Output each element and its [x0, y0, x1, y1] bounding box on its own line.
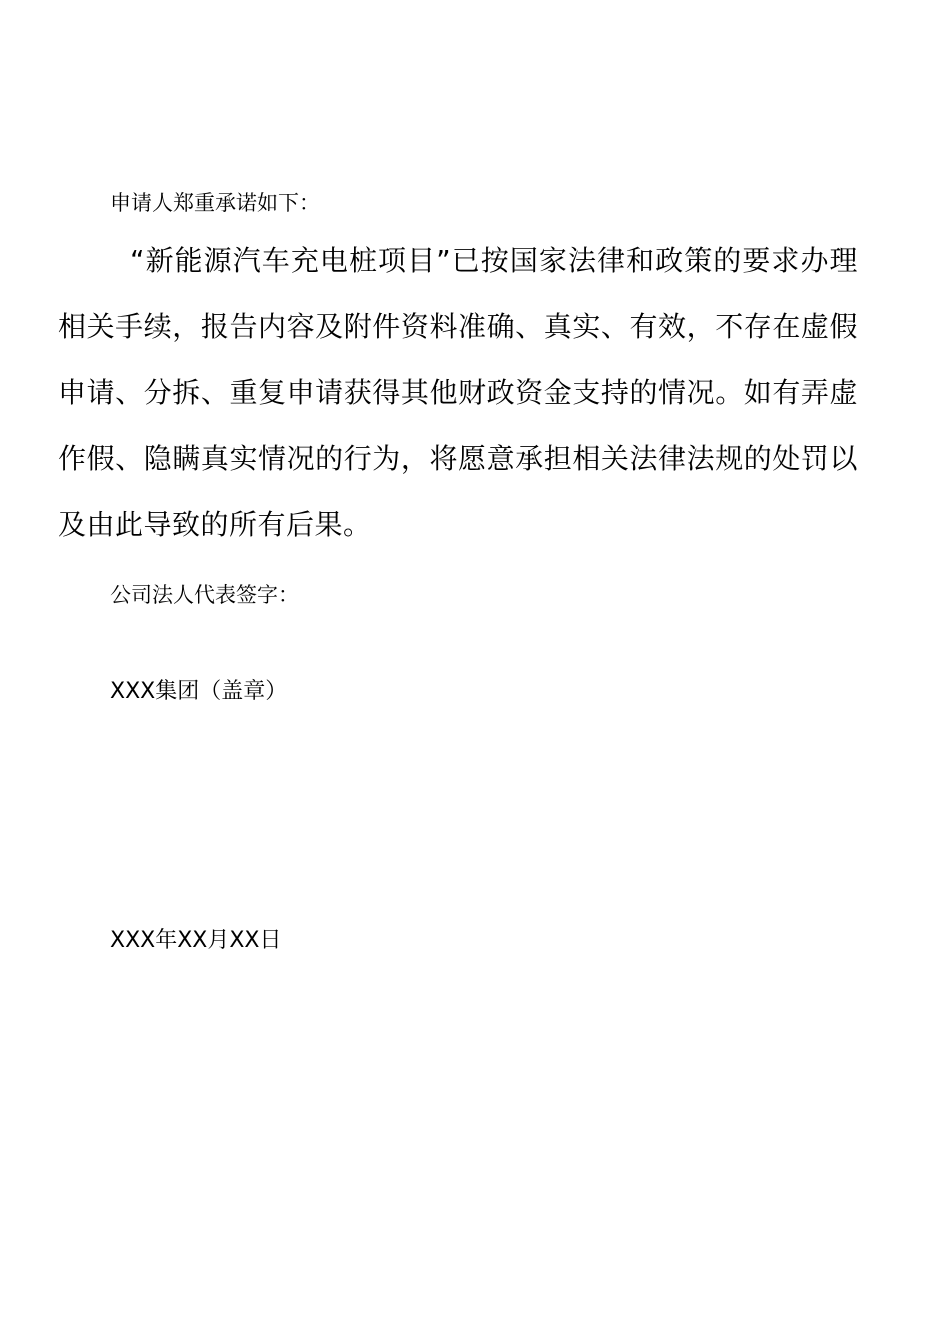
- commitment-paragraph: “新能源汽车充电桩项目”已按国家法律和政策的要求办理相关手续，报告内容及附件资料准确、真实、有效，不存在虚假申请、分拆、重复申请获得其他财政资金支持的情况。如有弄虚作假、隐瞒真实情况的行为，将愿意承担相关法律法规的处罚以及由此导致的所有后果。: [58, 244, 858, 541]
- commitment-intro: 申请人郑重承诺如下：: [110, 191, 320, 215]
- date-line: XXX年XX月XX日: [110, 928, 282, 953]
- company-seal-line: XXX集团（盖章）: [110, 679, 288, 704]
- signature-label: 公司法人代表签字：: [110, 583, 299, 607]
